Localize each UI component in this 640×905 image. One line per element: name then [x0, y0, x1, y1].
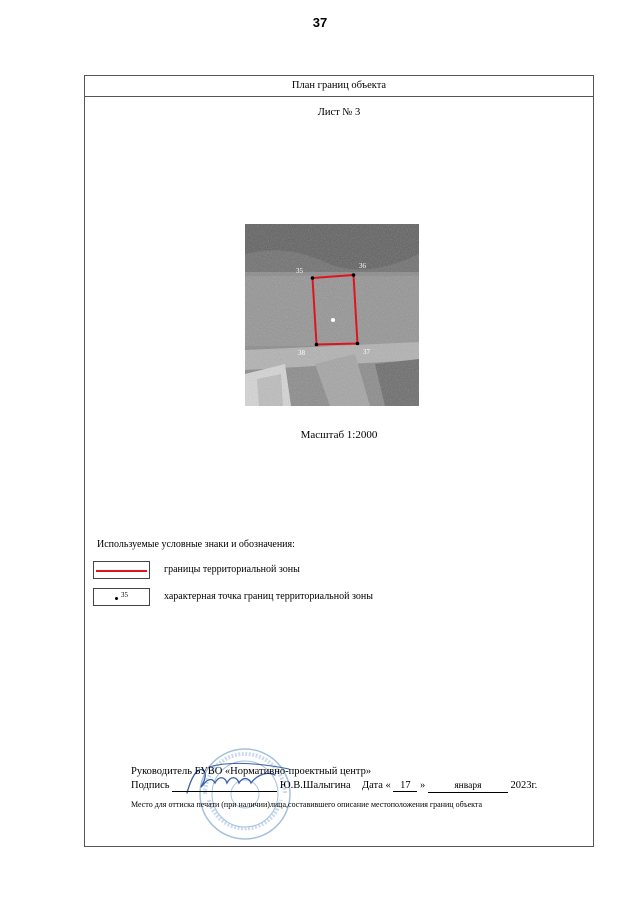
signature-line [131, 780, 537, 793]
boundary-plan-frame [84, 75, 594, 847]
signer-name: Ю.В.Шалыгина [279, 780, 351, 791]
legend-text-boundary: границы территориальной зоны [164, 564, 300, 575]
point-label-37: 37 [363, 348, 370, 356]
signature-field [172, 780, 277, 792]
point-label-36: 36 [359, 262, 366, 270]
sign-label: Подпись [131, 780, 170, 791]
date-day: 17 [393, 780, 417, 792]
legend-symbol-red-line [93, 561, 150, 579]
boundary-point-35 [311, 276, 315, 280]
map-scale: Масштаб 1:2000 [300, 429, 378, 441]
boundary-point-36 [352, 273, 356, 277]
stamp-place-note: Место для оттиска печати (при наличии)лица,составившего описание местоположения границ объекта [131, 800, 483, 809]
legend-point-label: 35 [121, 591, 128, 599]
legend-text-point: характерная точка границ территориальной зоны [164, 591, 373, 602]
head-line: Руководитель БУВО «Нормативно-проектный центр» [131, 766, 372, 777]
plan-title: План границ объекта [85, 76, 593, 97]
point-label-35: 35 [296, 267, 303, 275]
legend-title: Используемые условные знаки и обозначения: [97, 539, 295, 550]
boundary-point-38 [315, 343, 319, 347]
legend-symbol-point [93, 588, 150, 606]
aerial-map [245, 224, 419, 406]
page-number: 37 [312, 15, 328, 30]
point-label-38: 38 [298, 349, 305, 357]
date-close: » [420, 780, 426, 791]
date-label: Дата « [361, 780, 391, 791]
sheet-label: Лист № 3 [317, 107, 361, 118]
boundary-point-37 [356, 342, 360, 346]
date-year: 2023г. [510, 780, 538, 791]
date-month: января [428, 781, 508, 793]
